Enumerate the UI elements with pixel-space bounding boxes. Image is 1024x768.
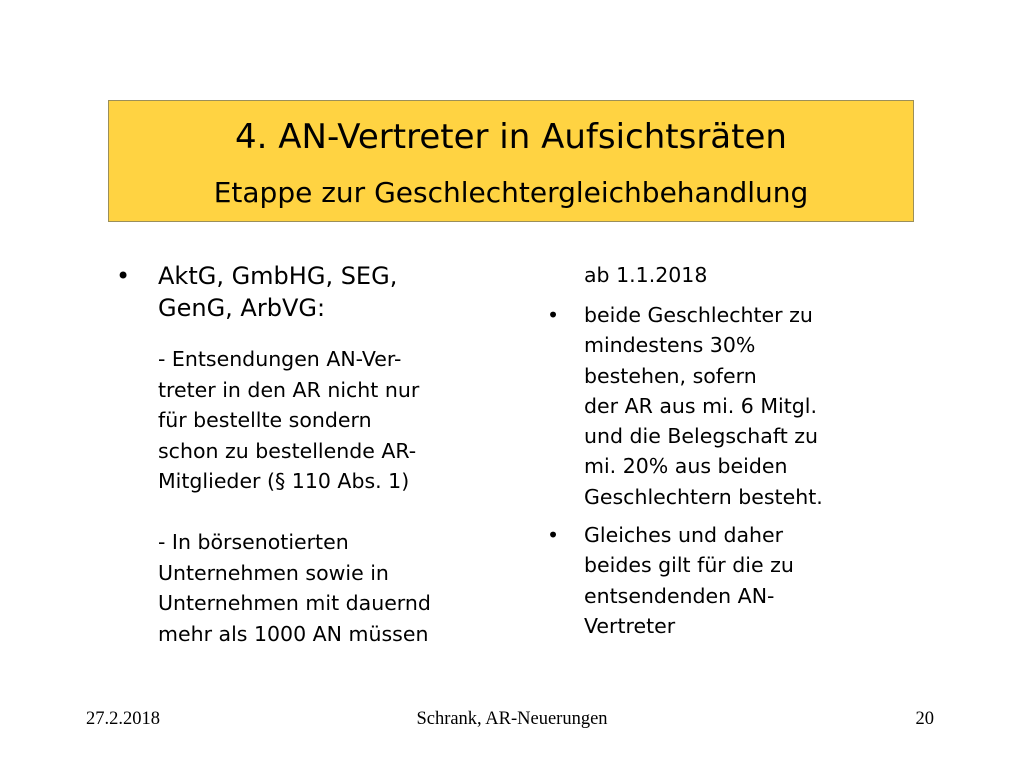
right-item-geschlechter: beide Geschlechter zu mindestens 30% bestehen, sofern der AR aus mi. 6 Mitgl. und die Belegschaft zu mi. 20% aus beiden Geschlechtern besteht. [584,303,823,509]
title-box [108,100,914,222]
footer-title: Schrank, AR-Neuerungen [416,709,608,729]
bullet-marker: • [546,523,560,547]
left-heading: AktG, GmbHG, SEG, GenG, ArbVG: [158,262,398,322]
slide-subtitle: Etappe zur Geschlechtergleichbehandlung [213,176,809,209]
footer-date: 27.2.2018 [86,709,160,729]
page-number: 20 [915,709,934,729]
left-paragraph-entsendungen: - Entsendungen AN-Ver- treter in den AR nicht nur für bestellte sondern schon zu bestellende AR- Mitglieder (§ 110 Abs. 1) [158,347,420,493]
effective-date: ab 1.1.2018 [584,263,708,287]
bullet-marker: • [546,303,560,327]
left-paragraph-boersenotiert: - In börsenotierten Unternehmen sowie in Unternehmen mit dauernd mehr als 1000 AN müssen [158,530,431,646]
slide-title: 4. AN-Vertreter in Aufsichtsräten [235,117,787,157]
right-item-gleiches: Gleiches und daher beides gilt für die zu entsendenden AN- Vertreter [584,523,794,638]
bullet-marker: • [116,262,131,290]
